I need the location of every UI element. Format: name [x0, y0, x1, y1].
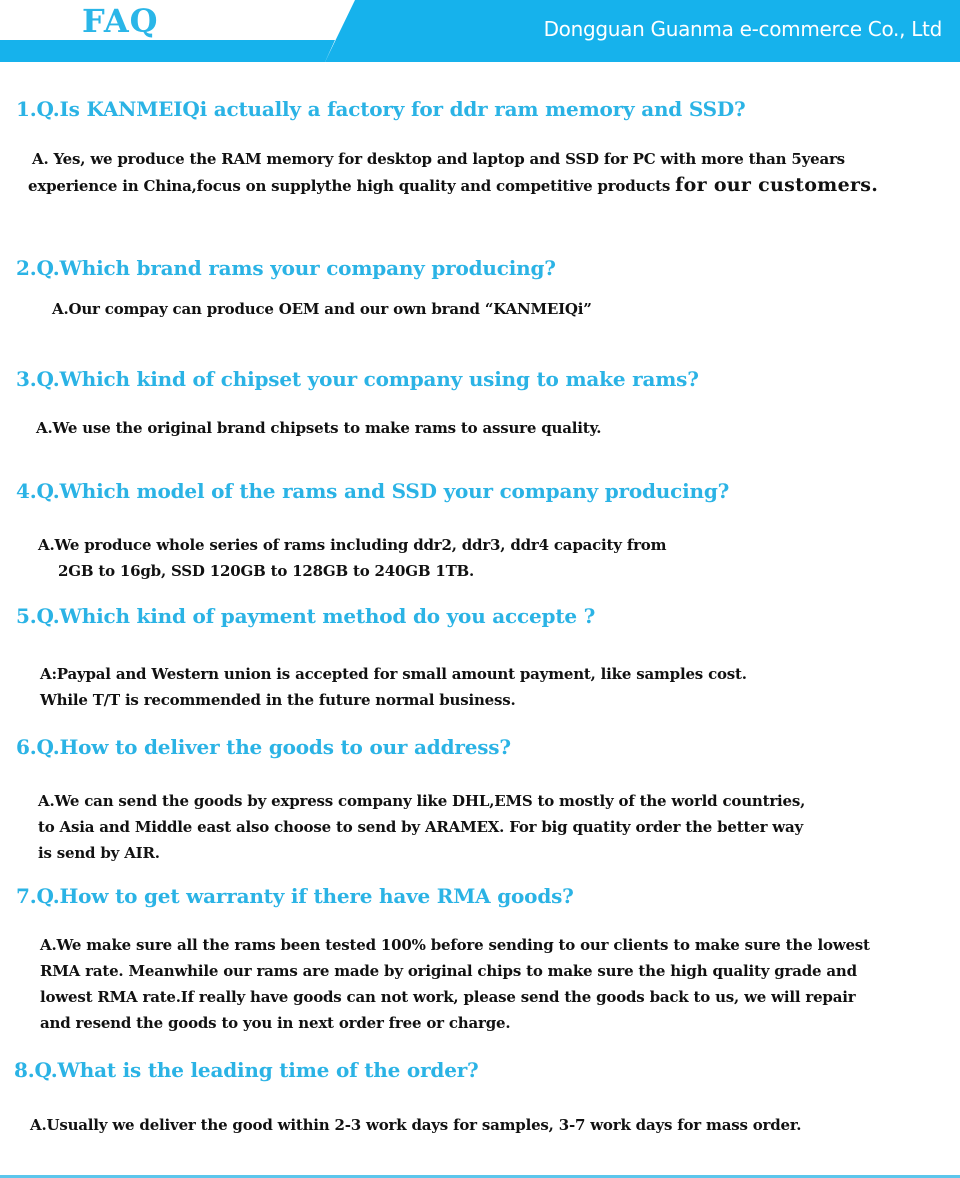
- answer-line: A.We make sure all the rams been tested 100% before sending to our clients to make sure the lowest: [40, 936, 870, 954]
- faq-answer-6: [38, 788, 805, 866]
- faq-question-7: 7.Q.How to get warranty if there have RMA goods?: [16, 884, 574, 908]
- faq-question-2: 2.Q.Which brand rams your company producing?: [16, 256, 556, 280]
- faq-answer-5: [40, 661, 747, 713]
- faq-answer-3: [36, 415, 601, 441]
- faq-question-6: 6.Q.How to deliver the goods to our address?: [16, 735, 511, 759]
- answer-line: A:Paypal and Western union is accepted for small amount payment, like samples cost.: [40, 665, 747, 683]
- answer-line: A.Usually we deliver the good within 2-3 work days for samples, 3-7 work days for mass order.: [30, 1116, 802, 1134]
- answer-line: to Asia and Middle east also choose to send by ARAMEX. For big quatity order the better way: [38, 818, 804, 836]
- answer-line: [28, 172, 878, 199]
- answer-line: and resend the goods to you in next order free or charge.: [40, 1014, 511, 1032]
- answer-line: A.We can send the goods by express company like DHL,EMS to mostly of the world countries,: [38, 792, 806, 810]
- faq-answer-1: [28, 146, 879, 199]
- answer-line: lowest RMA rate.If really have goods can not work, please send the goods back to us, we will repair: [40, 988, 856, 1006]
- faq-question-8: 8.Q.What is the leading time of the order?: [14, 1058, 479, 1082]
- faq-question-4: 4.Q.Which model of the rams and SSD your company producing?: [16, 479, 730, 503]
- answer-line: A.We produce whole series of rams including ddr2, ddr3, ddr4 capacity from: [38, 536, 667, 554]
- answer-line: RMA rate. Meanwhile our rams are made by original chips to make sure the high quality grade and: [40, 962, 857, 980]
- answer-line: A. Yes, we produce the RAM memory for desktop and laptop and SSD for PC with more than 5years: [32, 150, 845, 168]
- answer-line: While T/T is recommended in the future normal business.: [40, 691, 516, 709]
- answer-line-part: experience in China,focus on supplythe high quality and competitive products: [28, 177, 676, 195]
- answer-line: A.Our compay can produce OEM and our own brand “KANMEIQi”: [52, 300, 592, 318]
- answer-line: 2GB to 16gb, SSD 120GB to 128GB to 240GB 1TB.: [58, 562, 475, 580]
- faq-answer-7: [40, 932, 870, 1036]
- answer-line-part-large: for our customers.: [675, 174, 879, 196]
- faq-question-1: 1.Q.Is KANMEIQi actually a factory for ddr ram memory and SSD?: [16, 97, 746, 121]
- faq-answer-8: [30, 1112, 801, 1138]
- faq-question-3: 3.Q.Which kind of chipset your company using to make rams?: [16, 367, 699, 391]
- faq-answer-2: [52, 296, 592, 322]
- answer-line: is send by AIR.: [38, 844, 160, 862]
- header-banner: [0, 0, 960, 62]
- faq-answer-4: [38, 532, 666, 584]
- faq-title: FAQ: [82, 2, 159, 40]
- faq-question-5: 5.Q.Which kind of payment method do you accepte ?: [16, 604, 596, 628]
- answer-line: A.We use the original brand chipsets to make rams to assure quality.: [36, 419, 602, 437]
- company-name: Dongguan Guanma e-commerce Co., Ltd: [543, 17, 942, 41]
